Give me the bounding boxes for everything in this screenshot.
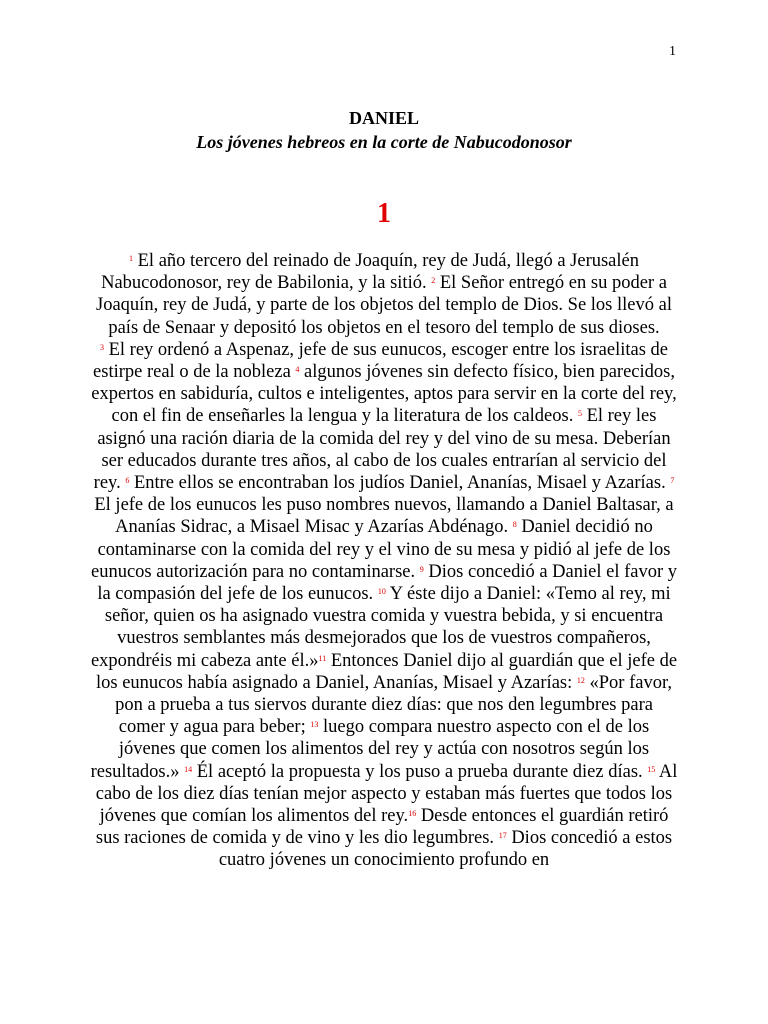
verse-number: 4 xyxy=(295,365,300,375)
verse-number: 5 xyxy=(577,409,582,419)
verse-number: 14 xyxy=(184,764,193,774)
verse-text: Él aceptó la propuesta y los puso a prueba durante diez días. xyxy=(192,761,648,782)
verse-number: 2 xyxy=(431,276,436,286)
page-header xyxy=(0,106,768,154)
verse-text: Y éste dijo a Daniel: «Temo al rey, mi señor, quien os ha asignado vuestra comida y vuestra bebida, y si encuentra vuestros semblantes más desmejorados que los de vuestros compañeros, expondréis mi cabeza ante él.» xyxy=(90,584,671,671)
paragraph xyxy=(90,250,678,339)
chapter-number: 1 xyxy=(377,198,391,229)
verse-text: luego compara nuestro aspecto con el de los jóvenes que comen los alimentos del rey y actúa con nosotros según los resultados.» xyxy=(90,717,650,782)
verse-text: Entre ellos se encontraban los judíos Daniel, Ananías, Misael y Azarías. xyxy=(129,473,671,494)
book-title: DANIEL xyxy=(348,108,419,128)
verse-number: 1 xyxy=(129,254,133,263)
verse-number: 15 xyxy=(647,764,656,774)
section-subtitle: Los jóvenes hebreos en la corte de Nabucodonosor xyxy=(196,132,572,152)
verse-number: 6 xyxy=(125,476,130,486)
verse-text: algunos jóvenes sin defecto físico, bien parecidos, expertos en sabiduría, cultos e inteligentes, aptos para servir en la corte del rey, con el fin de enseñarles la lengua y la literatura de los caldeos. xyxy=(91,362,677,427)
paragraph xyxy=(90,339,678,872)
verse-number: 11 xyxy=(318,653,327,663)
verse-text: El Señor entregó en su poder a Joaquín, rey de Judá, y parte de los objetos del templo de Dios. Se los llevó al país de Senaar y depositó los objetos en el tesoro del templo de sus dioses. xyxy=(96,273,672,338)
verse-text: Desde entonces el guardián retiró sus raciones de comida y de vino y les dio legumbres. xyxy=(95,806,669,849)
page-number: 1 xyxy=(669,44,676,59)
verse-text: El jefe de los eunucos les puso nombres nuevos, llamando a Daniel Baltasar, a Ananías Sidrac, a Misael Misac y Azarías Abdénago. xyxy=(94,495,674,538)
verse-number: 12 xyxy=(576,675,585,685)
verse-text: El año tercero del reinado de Joaquín, rey de Judá, llegó a Jerusalén Nabucodonosor, rey de Babilonia, y la sitió. xyxy=(101,251,639,294)
verse-text: El rey les asignó una ración diaria de la comida del rey y del vino de su mesa. Deberían ser educados durante tres años, al cabo de los cuales entrarían al servicio del rey. xyxy=(93,406,671,494)
verse-text: Dios concedió a estos cuatro jóvenes un conocimiento profundo en xyxy=(218,828,673,871)
verse-number: 17 xyxy=(498,831,507,841)
verse-number: 3 xyxy=(99,342,104,352)
verse-text: «Por favor, pon a prueba a tus siervos durante diez días: que nos den legumbres para comer y agua para beber; xyxy=(115,672,672,738)
verse-text: Dios concedió a Daniel el favor y la compasión del jefe de los eunucos. xyxy=(97,561,678,605)
chapter-text xyxy=(90,250,678,872)
verse-text: Al cabo de los diez días tenían mejor aspecto y estaban más fuertes que todos los jóvenes que comían los alimentos del rey. xyxy=(95,761,678,827)
verse-number: 8 xyxy=(512,520,517,530)
verse-number: 16 xyxy=(408,809,417,819)
verse-text: Daniel decidió no contaminarse con la comida del rey y el vino de su mesa y pidió al jefe de los eunucos autorización para no contaminarse. xyxy=(90,517,671,582)
verse-number: 9 xyxy=(419,564,424,574)
verse-text: Entonces Daniel dijo al guardián que el jefe de los eunucos había asignado a Daniel, Ananías, Misael y Azarías: xyxy=(96,650,678,693)
verse-text: El rey ordenó a Aspenaz, jefe de sus eunucos, escoger entre los israelitas de estirpe real o de la nobleza xyxy=(93,339,669,383)
verse-number: 10 xyxy=(377,587,386,597)
verse-number: 7 xyxy=(670,476,675,486)
verse-number: 13 xyxy=(310,720,319,730)
